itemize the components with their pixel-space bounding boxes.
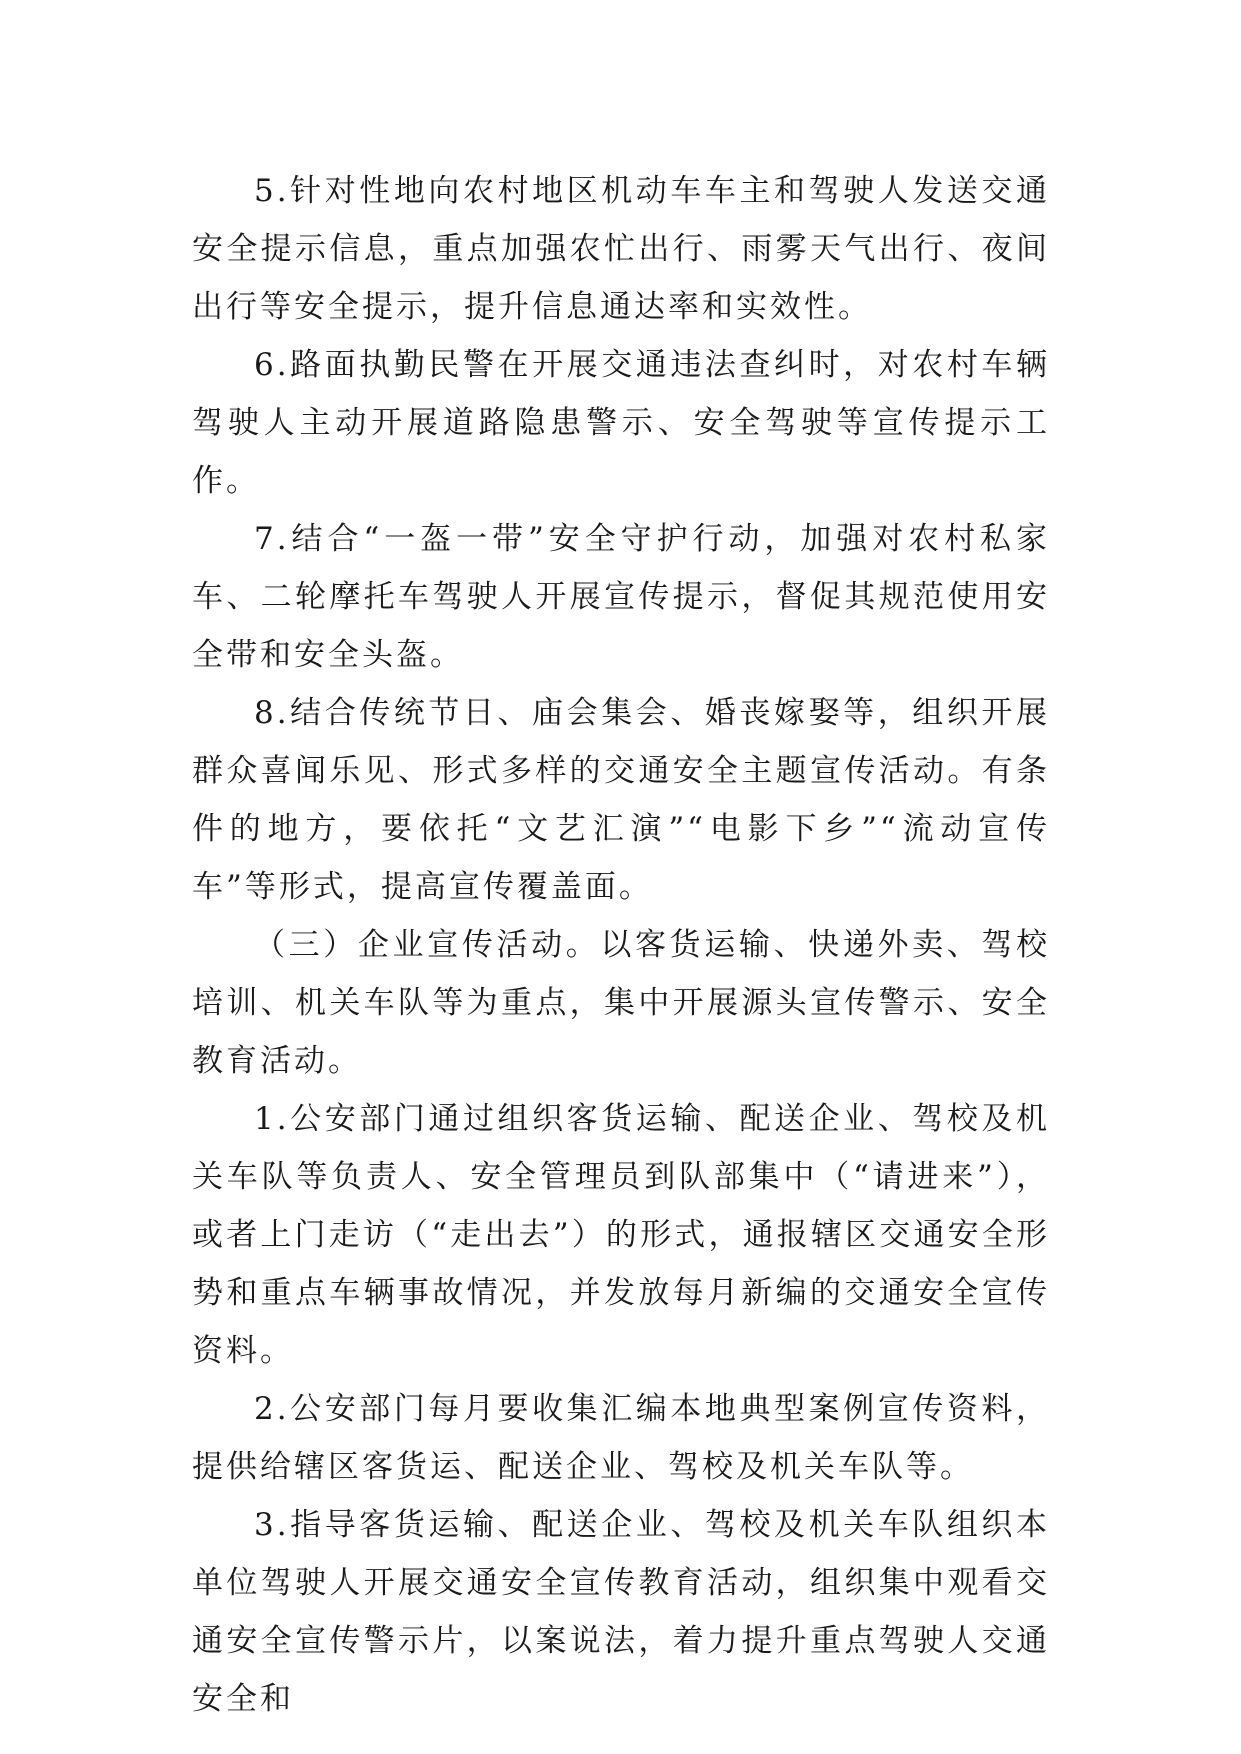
section-heading-enterprise-activities: （三）企业宣传活动。以客货运输、快递外卖、驾校培训、机关车队等为重点，集中开展源头宣传警示、安全教育活动。 xyxy=(192,927,1050,1079)
paragraph-item-2: 2.公安部门每月要收集汇编本地典型案例宣传资料，提供给辖区客货运、配送企业、驾校及机关车队等。 xyxy=(192,1391,1050,1485)
paragraph-item-3: 3.指导客货运输、配送企业、驾校及机关车队组织本单位驾驶人开展交通安全宣传教育活动，组织集中观看交通安全宣传警示片，以案说法，着力提升重点驾驶人交通安全和 xyxy=(192,1507,1050,1717)
document-body xyxy=(192,162,1050,1728)
paragraph-item-7: 7.结合“一盔一带”安全守护行动，加强对农村私家车、二轮摩托车驾驶人开展宣传提示，督促其规范使用安全带和安全头盔。 xyxy=(192,521,1050,673)
paragraph-item-8: 8.结合传统节日、庙会集会、婚丧嫁娶等，组织开展群众喜闻乐见、形式多样的交通安全主题宣传活动。有条件的地方，要依托“文艺汇演”“电影下乡”“流动宣传车”等形式，提高宣传覆盖面。 xyxy=(192,695,1050,905)
paragraph-item-5: 5.针对性地向农村地区机动车车主和驾驶人发送交通安全提示信息，重点加强农忙出行、雨雾天气出行、夜间出行等安全提示，提升信息通达率和实效性。 xyxy=(192,173,1050,325)
paragraph-item-1: 1.公安部门通过组织客货运输、配送企业、驾校及机关车队等负责人、安全管理员到队部集中（“请进来”），或者上门走访（“走出去”）的形式，通报辖区交通安全形势和重点车辆事故情况，并发放每月新编的交通安全宣传资料。 xyxy=(192,1101,1050,1369)
paragraph-item-6: 6.路面执勤民警在开展交通违法查纠时，对农村车辆驾驶人主动开展道路隐患警示、安全驾驶等宣传提示工作。 xyxy=(192,347,1050,499)
